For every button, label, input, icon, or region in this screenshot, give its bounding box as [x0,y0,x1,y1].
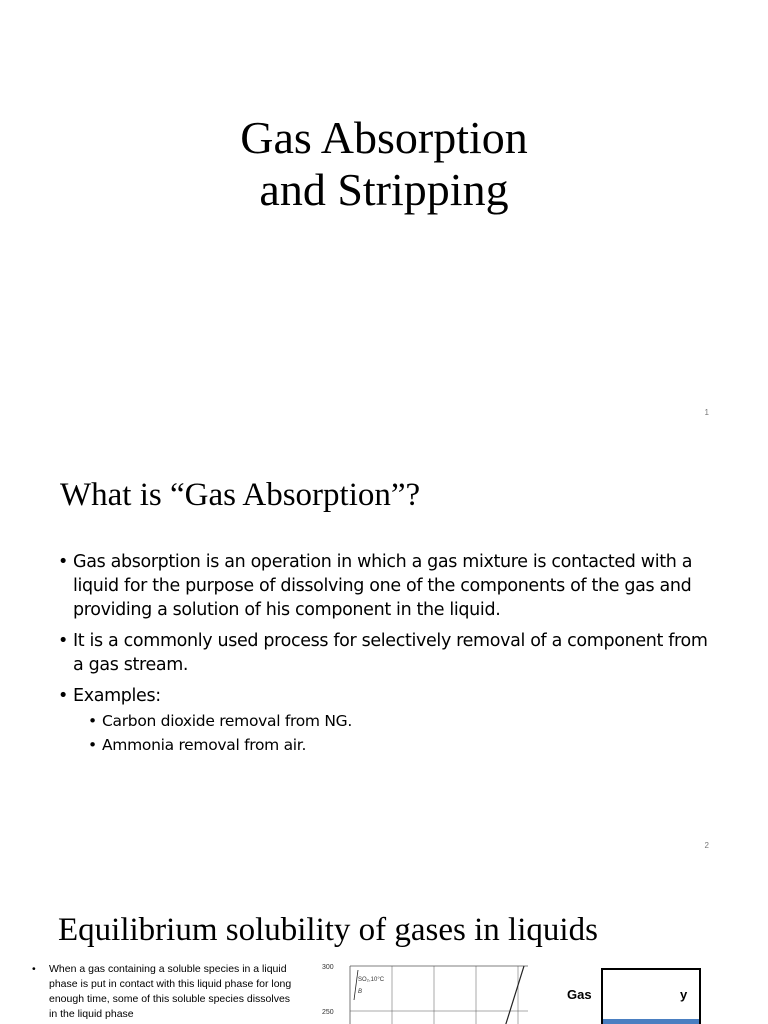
solubility-graph [318,960,540,1024]
slide-1-title-line-1: Gas Absorption [240,112,528,163]
slide-2-title: What is “Gas Absorption”? [60,477,421,513]
liquid-phase-band [603,1019,699,1024]
curve-marker: B [358,989,363,995]
slide-3-title: Equilibrium solubility of gases in liquids [58,912,598,948]
y-tick-top: 300 [322,964,334,971]
solubility-curve-left [354,970,358,1000]
slide-3-bullet-list [32,962,292,1022]
gas-label: Gas [567,987,592,1002]
sub-bullet-item: • Carbon dioxide removal from NG. [58,709,718,733]
bullet-item: • When a gas containing a soluble species in a liquid phase is put in contact with this liquid phase for long enough time, some of this soluble species dissolves in the liquid phase [32,962,292,1022]
graph-frame [350,966,528,1024]
slide-3 [0,866,768,1024]
slide-2 [0,433,768,866]
slide-1-page-number: 1 [704,408,709,417]
slide-1-title-line-2: and Stripping [259,164,509,215]
bullet-item: • Gas absorption is an operation in which a gas mixture is contacted with a liquid for the purpose of dissolving one of the components of the gas and providing a solution of his component in the liquid. [58,550,718,622]
slide-2-page-number: 2 [704,841,709,850]
slide-2-bullet-list [58,550,718,757]
y-tick-mid: 250 [322,1009,334,1016]
slide-1-title [0,112,768,216]
sub-bullet-item: • Ammonia removal from air. [58,733,718,757]
bullet-item: • Examples: [58,684,718,708]
gas-mole-fraction-label: y [680,987,688,1002]
bullet-item: • It is a commonly used process for selectively removal of a component from a gas stream. [58,629,718,677]
curve-label: SO₂,10°C [358,977,385,983]
slide-1 [0,0,768,433]
solubility-curve [504,966,524,1024]
